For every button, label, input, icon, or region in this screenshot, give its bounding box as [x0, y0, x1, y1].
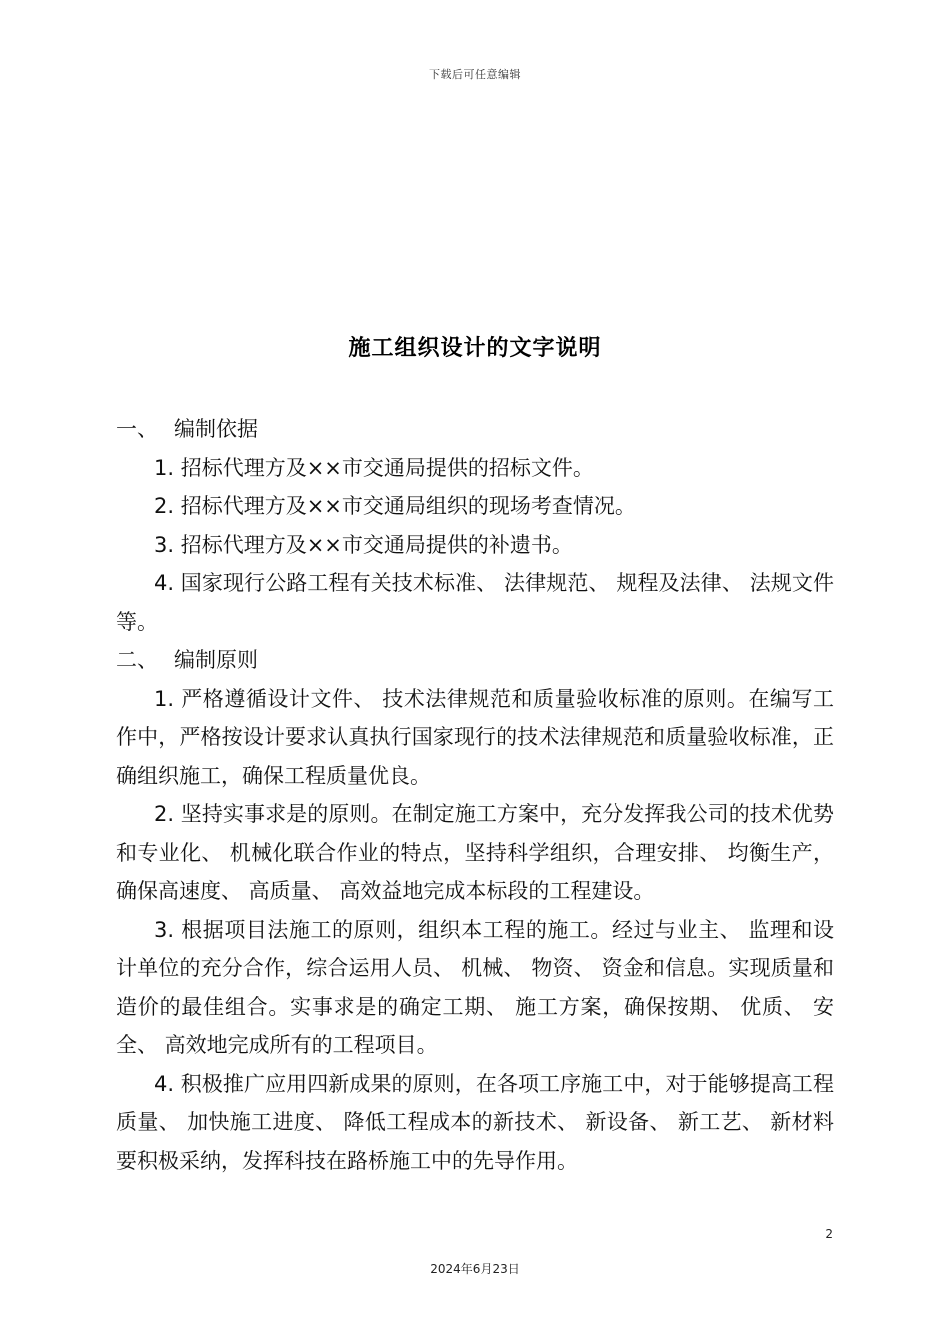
section-heading-principles	[116, 641, 834, 680]
basis-item-4: 4. 国家现行公路工程有关技术标准、 法律规范、 规程及法律、 法规文件等。	[116, 571, 834, 634]
section-number: 一、	[116, 417, 158, 441]
basis-item-2: 2. 招标代理方及××市交通局组织的现场考查情况。	[154, 494, 636, 518]
principle-item-3: 3. 根据项目法施工的原则，组织本工程的施工。经过与业主、 监理和设计单位的充分合作，综合运用人员、 机械、 物资、 资金和信息。实现质量和造价的最佳组合。实事求是的确定工期、 施工方案，确保按期、 优质、 安全、 高效地完成所有的工程项目。	[116, 917, 834, 1057]
section-heading-basis	[116, 410, 834, 449]
document-body	[116, 410, 834, 1180]
header-note: 下载后可任意编辑	[429, 68, 521, 81]
basis-item-3: 3. 招标代理方及××市交通局提供的补遗书。	[154, 532, 573, 557]
footer-date: 2024年6月23日	[430, 1262, 520, 1276]
basis-item-1: 1. 招标代理方及××市交通局提供的招标文件。	[154, 455, 594, 480]
page-number: 2	[825, 1227, 833, 1241]
principle-item-1: 1. 严格遵循设计文件、 技术法律规范和质量验收标准的原则。在编写工作中，严格按设计要求认真执行国家现行的技术法律规范和质量验收标准，正确组织施工，确保工程质量优良。	[116, 686, 834, 788]
principle-item-2: 2. 坚持实事求是的原则。在制定施工方案中，充分发挥我公司的技术优势和专业化、 机械化联合作业的特点，坚持科学组织，合理安排、 均衡生产，确保高速度、 高质量、 高效益地完成本标段的工程建设。	[116, 802, 834, 903]
page-title: 施工组织设计的文字说明	[348, 336, 602, 361]
section-title: 编制依据	[174, 417, 258, 441]
section-number: 二、	[116, 648, 158, 672]
section-title: 编制原则	[174, 648, 258, 672]
principle-item-4: 4. 积极推广应用四新成果的原则，在各项工序施工中，对于能够提高工程质量、 加快施工进度、 降低工程成本的新技术、 新设备、 新工艺、 新材料要积极采纳，发挥科技在路桥施工中的先导作用。	[116, 1071, 834, 1173]
